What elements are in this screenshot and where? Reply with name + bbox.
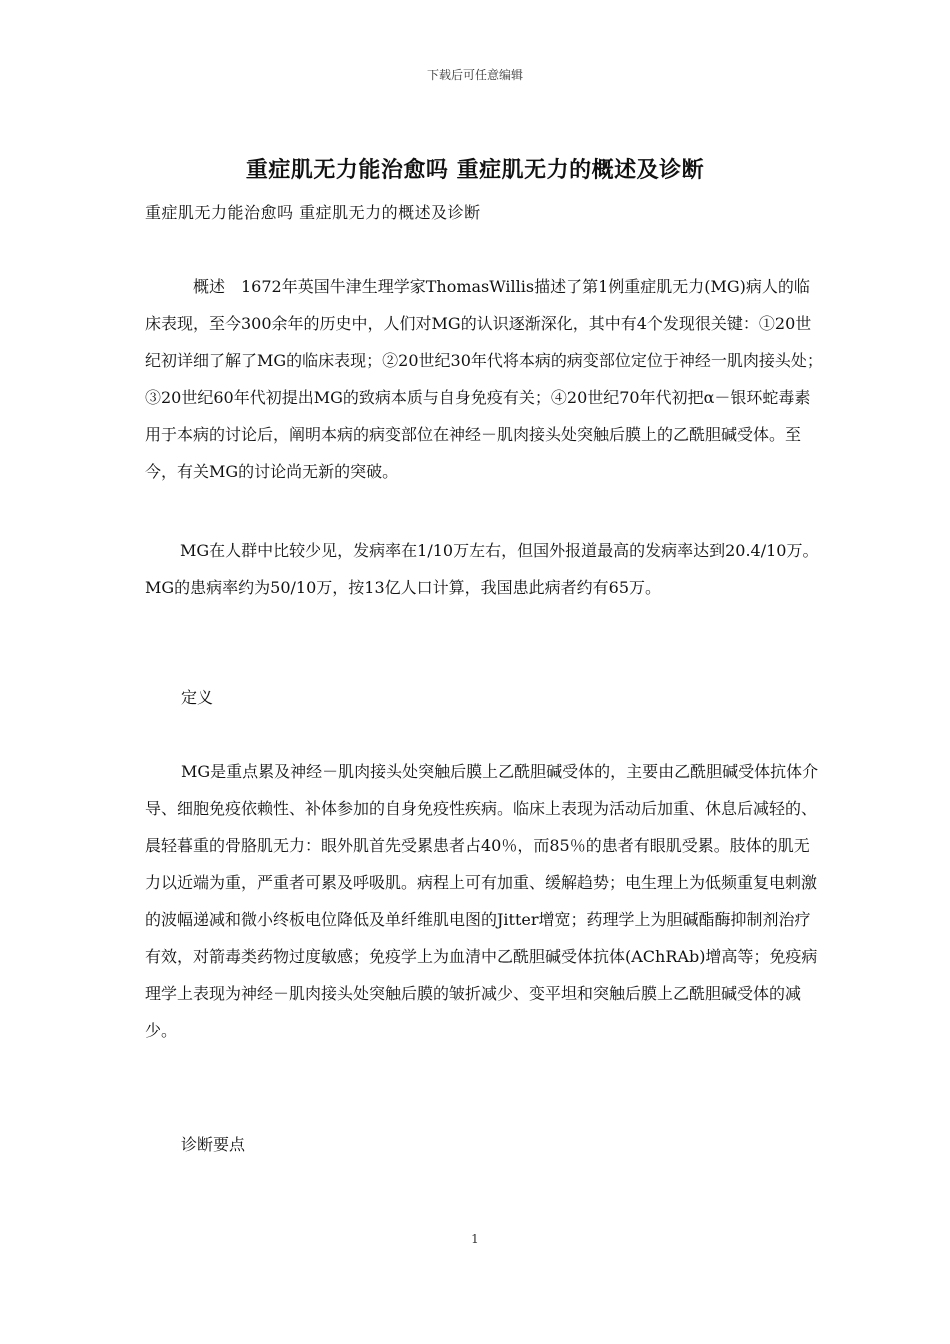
paragraph-definition: MG是重点累及神经－肌肉接头处突触后膜上乙酰胆碱受体的，主要由乙酰胆碱受体抗体介导、细胞免疫依赖性、补体参加的自身免疫性疾病。临床上表现为活动后加重、休息后减轻的、晨轻暮重的骨胳肌无力：眼外肌首先受累患者占40％，而85％的患者有眼肌受累。肢体的肌无力以近端为重，严重者可累及呼吸肌。病程上可有加重、缓解趋势；电生理上为低频重复电刺激的波幅递减和微小终板电位降低及单纤维肌电图的Jitter增宽；药理学上为胆碱酯酶抑制剂治疗有效，对箭毒类药物过度敏感；免疫学上为血清中乙酰胆碱受体抗体(AChRAb)增高等；免疫病理学上表现为神经－肌肉接头处突触后膜的皱折减少、变平坦和突触后膜上乙酰胆碱受体的减少。 — [145, 762, 819, 1040]
section-heading-diagnosis: 诊断要点 — [181, 1135, 246, 1154]
page-number: 1 — [471, 1232, 479, 1246]
paragraph-overview: 概述 1672年英国牛津生理学家ThomasWillis描述了第1例重症肌无力(MG)病人的临床表现，至今300余年的历史中，人们对MG的认识逐渐深化，其中有4个发现很关键：①20世纪初详细了解了MG的临床表现；②20世纪30年代将本病的病变部位定位于神经一肌肉接头处；③20世纪60年代初提出MG的致病本质与自身免疫有关；④20世纪70年代初把α－银环蛇毒素用于本病的讨论后，阐明本病的病变部位在神经－肌肉接头处突触后膜上的乙酰胆碱受体。至今，有关MG的讨论尚无新的突破。 — [145, 277, 823, 481]
document-subtitle: 重症肌无力能治愈吗 重症肌无力的概述及诊断 — [145, 203, 481, 222]
paragraph-incidence: MG在人群中比较少见，发病率在1/10万左右，但国外报道最高的发病率达到20.4/10万。MG的患病率约为50/10万，按13亿人口计算，我国患此病者约有65万。 — [145, 541, 819, 597]
section-heading-definition: 定义 — [181, 688, 214, 707]
page-header-note: 下载后可任意编辑 — [426, 68, 523, 82]
document-title: 重症肌无力能治愈吗 重症肌无力的概述及诊断 — [245, 157, 705, 183]
